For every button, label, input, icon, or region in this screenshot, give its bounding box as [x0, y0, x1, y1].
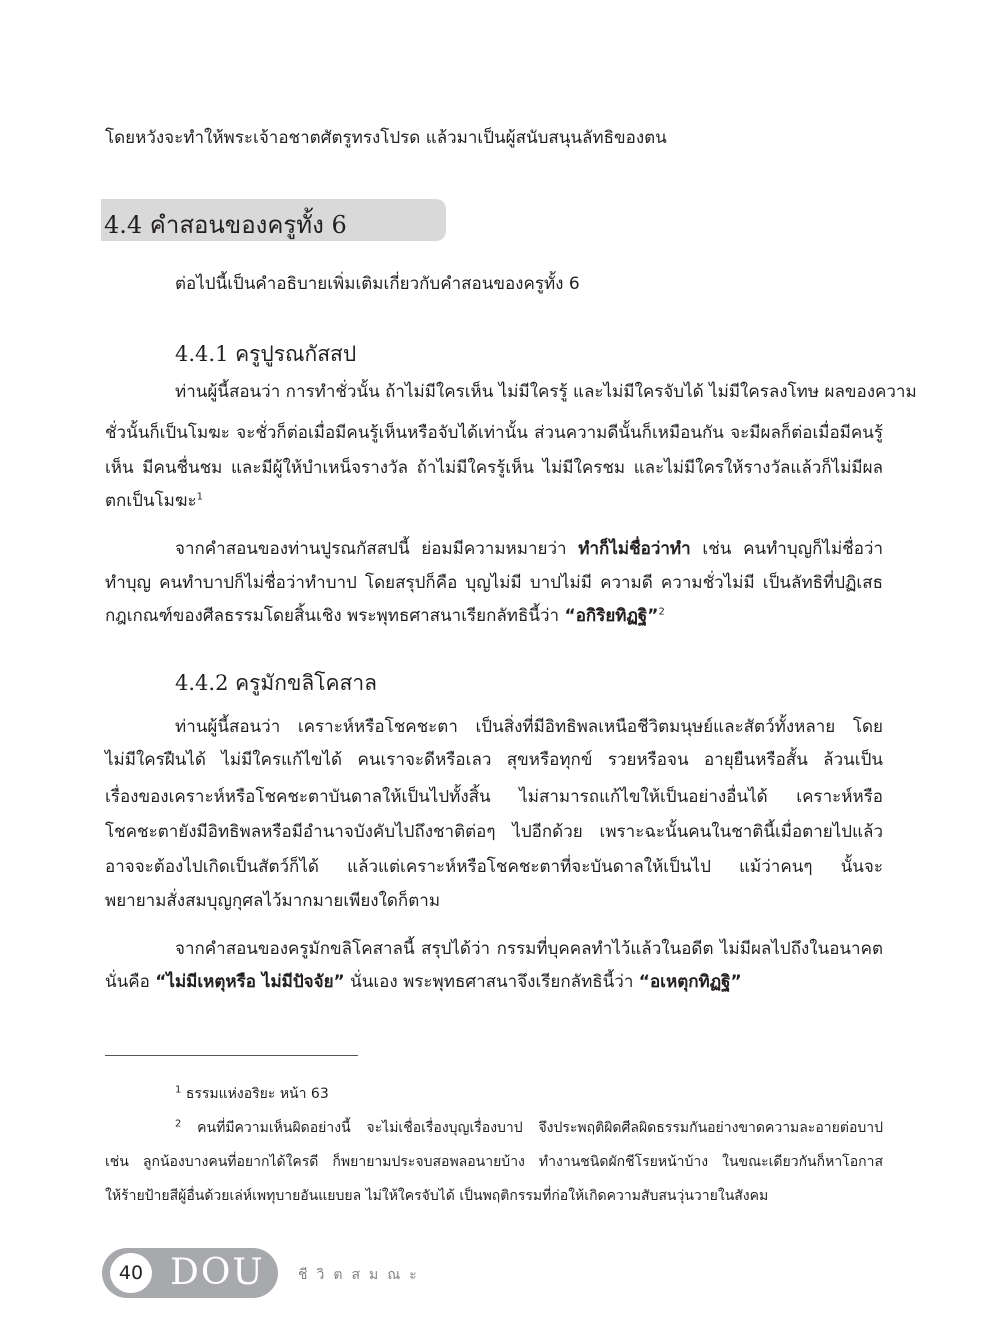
sub2-para2-line2-a: นั่นคือ — [105, 972, 156, 992]
sub1-para2-line2: ทำบุญ คนทำบาปก็ไม่ชื่อว่าทำบาป โดยสรุปก็คือ บุญไม่มี บาปไม่มี ความดี ความชั่วไม่มี เป็นลัทธิที่ปฏิเสธ — [105, 573, 883, 593]
sub2-para2-line1: จากคำสอนของครูมักขลิโคสาลนี้ สรุปได้ว่า กรรมที่บุคคลทำไว้แล้วในอดีต ไม่มีผลไปถึงในอนาคต — [175, 939, 883, 959]
sub2-para1-line5: อาจจะต้องไปเกิดเป็นสัตว์ก็ได้ แล้วแต่เคราะห์หรือโชคชะตาที่จะบันดาลให้เป็นไป แม้ว่าคนๆ นั้นจะ — [105, 857, 883, 877]
sub1-para1-line4 — [105, 487, 203, 514]
sub1-para2-line3 — [105, 602, 665, 629]
footnote-2-line3: ให้ร้ายป้ายสีผู้อื่นด้วยเล่ห์เพทุบายอันแยบยล ไม่ให้ใครจับได้ เป็นพฤติกรรมที่ก่อให้เกิดความสับสนวุ่นวายในสังคม — [105, 1188, 769, 1204]
sub2-doctrine-name: “อเหตุกทิฏฐิ” — [638, 972, 742, 992]
sub1-para2-line1 — [175, 535, 883, 562]
dou-logo: DOU — [170, 1252, 265, 1293]
footnote-1-text: ธรรมแห่งอริยะ หน้า 63 — [181, 1086, 329, 1102]
footnote-ref-1[interactable]: 1 — [196, 491, 204, 503]
sub1-para2-line1-a: จากคำสอนของท่านปูรณกัสสปนี้ ย่อมมีความหมายว่า — [175, 539, 579, 559]
sub2-para1-line2: ไม่มีใครฝืนได้ ไม่มีใครแก้ไขได้ คนเราจะดีหรือเลว สุขหรือทุกข์ รวยหรือจน อายุยืนหรือสั้น ล้วนเป็น — [105, 750, 883, 770]
sub2-para1-line6: พยายามสั่งสมบุญกุศลไว้มากมายเพียงใดก็ตาม — [105, 891, 441, 911]
sub2-para1-line4: โชคชะตายังมีอิทธิพลหรือมีอำนาจบังคับไปถึงชาติต่อๆ ไปอีกด้วย เพราะฉะนั้นคนในชาตินี้เมื่อตายไปแล้ว — [105, 822, 883, 842]
intro-line: โดยหวังจะทำให้พระเจ้าอชาตศัตรูทรงโปรด แล้วมาเป็นผู้สนับสนุนลัทธิของตน — [105, 128, 667, 148]
sub2-para1-line1: ท่านผู้นี้สอนว่า เคราะห์หรือโชคชะตา เป็นสิ่งที่มีอิทธิพลเหนือชีวิตมนุษย์และสัตว์ทั้งหลาย โดย — [175, 717, 883, 737]
sub1-para2-line1-c: เช่น คนทำบุญก็ไม่ชื่อว่า — [690, 539, 883, 559]
sub2-para1-line3: เรื่องของเคราะห์หรือโชคชะตาบันดาลให้เป็นไปทั้งสิ้น ไม่สามารถแก้ไขให้เป็นอย่างอื่นได้ เคราะห์หรือ — [105, 787, 883, 807]
sub1-para2-line3-a: กฎเกณฑ์ของศีลธรรมโดยสิ้นเชิง พระพุทธศาสนาเรียกลัทธินี้ว่า — [105, 606, 565, 626]
footnote-2-line2: เช่น ลูกน้องบางคนที่อยากได้ใครดี ก็พยายามประจบสอพลอนายบ้าง ทำงานชนิดผักชีโรยหน้าบ้าง ในขณะเดียวกันก็หาโอกาส — [105, 1154, 883, 1170]
footnote-1 — [175, 1083, 329, 1105]
footnote-2-line1-text: คนที่มีความเห็นผิดอย่างนี้ จะไม่เชื่อเรื่องบุญเรื่องบาป จึงประพฤติผิดศีลผิดธรรมกันอย่างขาดความละอายต่อบาป — [181, 1120, 883, 1136]
sub1-doctrine-name: “อกิริยทิฏฐิ” — [564, 606, 659, 626]
sub1-para1-line1: ท่านผู้นี้สอนว่า การทำชั่วนั้น ถ้าไม่มีใครเห็น ไม่มีใครรู้ และไม่มีใครจับได้ ไม่มีใครลงโทษ ผลของความ — [175, 382, 917, 402]
sub1-para1-line2: ชั่วนั้นก็เป็นโมฆะ จะชั่วก็ต่อเมื่อมีคนรู้เห็นหรือจับได้เท่านั้น ส่วนความดีนั้นก็เหมือนกัน จะมีผลก็ต่อเมื่อมีคนรู้ — [105, 423, 883, 443]
sub1-para1-line4-text: ตกเป็นโมฆะ — [105, 491, 197, 511]
book-title: ชีวิตสมณะ — [298, 1267, 426, 1283]
sub2-para2-line2 — [105, 968, 742, 995]
subsection-heading-2: 4.4.2 ครูมักขลิโคสาล — [175, 671, 378, 695]
sub2-term-emphasis: “ไม่มีเหตุหรือ ไม่มีปัจจัย” — [155, 972, 345, 992]
footnote-divider — [105, 1055, 358, 1056]
sub1-term-emphasis: ทำก็ไม่ชื่อว่าทำ — [578, 539, 691, 559]
footnote-ref-2[interactable]: 2 — [658, 606, 665, 618]
subsection-heading-1: 4.4.1 ครูปูรณกัสสป — [175, 342, 357, 366]
sub1-para1-line3: เห็น มีคนชื่นชม และมีผู้ให้บำเหน็จรางวัล ถ้าไม่มีใครรู้เห็น ไม่มีใครชม และไม่มีใครให้รางวัลแล้วก็ไม่มีผล — [105, 458, 883, 478]
footnote-1-number: 1 — [175, 1084, 182, 1096]
page-number: 40 — [110, 1253, 152, 1293]
sub2-para2-line2-c: นั่นเอง พระพุทธศาสนาจึงเรียกลัทธินี้ว่า — [344, 972, 639, 992]
footnote-2-number: 2 — [175, 1118, 182, 1130]
footnote-2-line1 — [175, 1117, 883, 1139]
section-lead: ต่อไปนี้เป็นคำอธิบายเพิ่มเติมเกี่ยวกับคำสอนของครูทั้ง 6 — [175, 274, 580, 294]
section-title: 4.4 คำสอนของครูทั้ง 6 — [104, 211, 347, 239]
